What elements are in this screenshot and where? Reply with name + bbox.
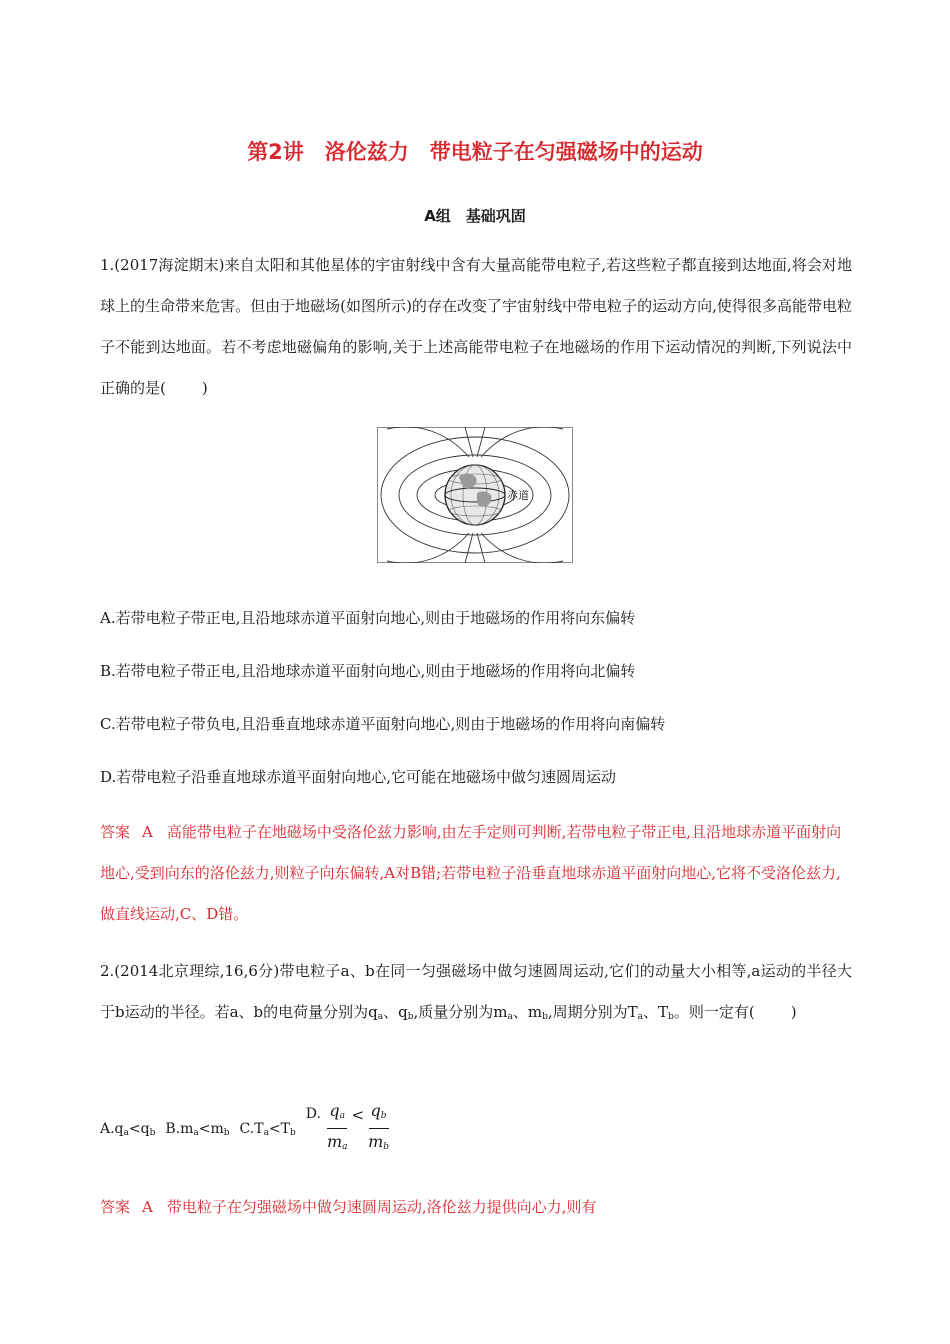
section-heading: A组 基础巩固 [424, 207, 526, 225]
question-2-stem [100, 951, 852, 1038]
question-1-option-d: D.若带电粒子沿垂直地球赤道平面射向地心,它可能在地磁场中做匀速圆周运动 [100, 768, 617, 786]
subscript: b [542, 1012, 548, 1022]
answer-choice: A [142, 1198, 153, 1216]
question-2-answer [100, 1187, 852, 1228]
question-1-paren-close: ) [201, 379, 208, 397]
answer-label: 答案 [100, 1198, 131, 1216]
question-2-option-d: D. $\frac{q_a}{m_a}$ < $\frac{q_b}{m_b}$ [306, 1102, 391, 1156]
subscript: a [377, 1012, 384, 1022]
equator-label: 赤道 [507, 489, 529, 502]
question-2-paren-close: ) [790, 1003, 797, 1021]
subscript: a [507, 1012, 513, 1022]
question-1-option-b: B.若带电粒子带正电,且沿地球赤道平面射向地心,则由于地磁场的作用将向北偏转 [100, 662, 636, 680]
question-2-options [100, 1102, 401, 1156]
subscript: b [668, 1012, 674, 1022]
answer-choice: A [142, 823, 153, 841]
answer-explanation: 高能带电粒子在地磁场中受洛伦兹力影响,由左手定则可判断,若带电粒子带正电,且沿地球赤道平面射向地心,受到向东的洛伦兹力,则粒子向东偏转,A对B错;若带电粒子沿垂直地球赤道平面射向地心,它将不受洛伦兹力,做直线运动,C、D错。 [100, 823, 842, 923]
question-1-option-c: C.若带电粒子带负电,且沿垂直地球赤道平面射向地心,则由于地磁场的作用将向南偏转 [100, 715, 666, 733]
page-title: 第2讲 洛伦兹力 带电粒子在匀强磁场中的运动 [247, 140, 703, 164]
answer-label: 答案 [100, 823, 131, 841]
question-2-text: 。则一定有( [673, 1003, 755, 1021]
subscript: a [637, 1012, 644, 1022]
question-1-answer [100, 812, 852, 935]
question-2-text: 、m [512, 1003, 543, 1021]
question-2-text: ,质量分别为m [413, 1003, 508, 1021]
less-than-sign: < [351, 1106, 365, 1124]
question-1-option-a: A.若带电粒子带正电,且沿地球赤道平面射向地心,则由于地磁场的作用将向东偏转 [100, 609, 636, 627]
question-2-option-b: $B.m_a<m_b$ [165, 1120, 230, 1138]
question-1-text: 1.(2017海淀期末)来自太阳和其他星体的宇宙射线中含有大量高能带电粒子,若这些粒子都直接到达地面,将会对地球上的生命带来危害。但由于地磁场(如图所示)的存在改变了宇宙射线中带电粒子的运动方向,使得很多高能带电粒子不能到达地面。若不考虑地磁偏角的影响,关于上述高能带电粒子在地磁场的作用下运动情况的判断,下列说法中正确的是( [100, 256, 852, 397]
question-2-text: ,周期分别为T [547, 1003, 638, 1021]
answer-explanation: 带电粒子在匀强磁场中做匀速圆周运动,洛伦兹力提供向心力,则有 [166, 1198, 597, 1216]
question-2-text: 2.(2014北京理综,16,6分)带电粒子a、b在同一匀强磁场中做匀速圆周运动,它们的动量大小相等,a运动的半径大于b运动的半径。若a、b的电荷量分别为q [100, 962, 852, 1021]
question-2-text: 、T [643, 1003, 669, 1021]
question-2-option-a: $A.q_a<q_b$ [100, 1120, 156, 1138]
subscript: b [407, 1012, 414, 1022]
geomagnetic-field-figure [377, 427, 573, 563]
fraction-qa-ma: $\frac{q_a}{m_a}$ [326, 1101, 348, 1152]
question-2-option-c: $C.T_a<T_b$ [239, 1120, 296, 1138]
question-2-text: 、q [383, 1003, 408, 1021]
fraction-qb-mb: $\frac{q_b}{m_b}$ [368, 1101, 390, 1152]
question-1-stem [100, 245, 852, 409]
